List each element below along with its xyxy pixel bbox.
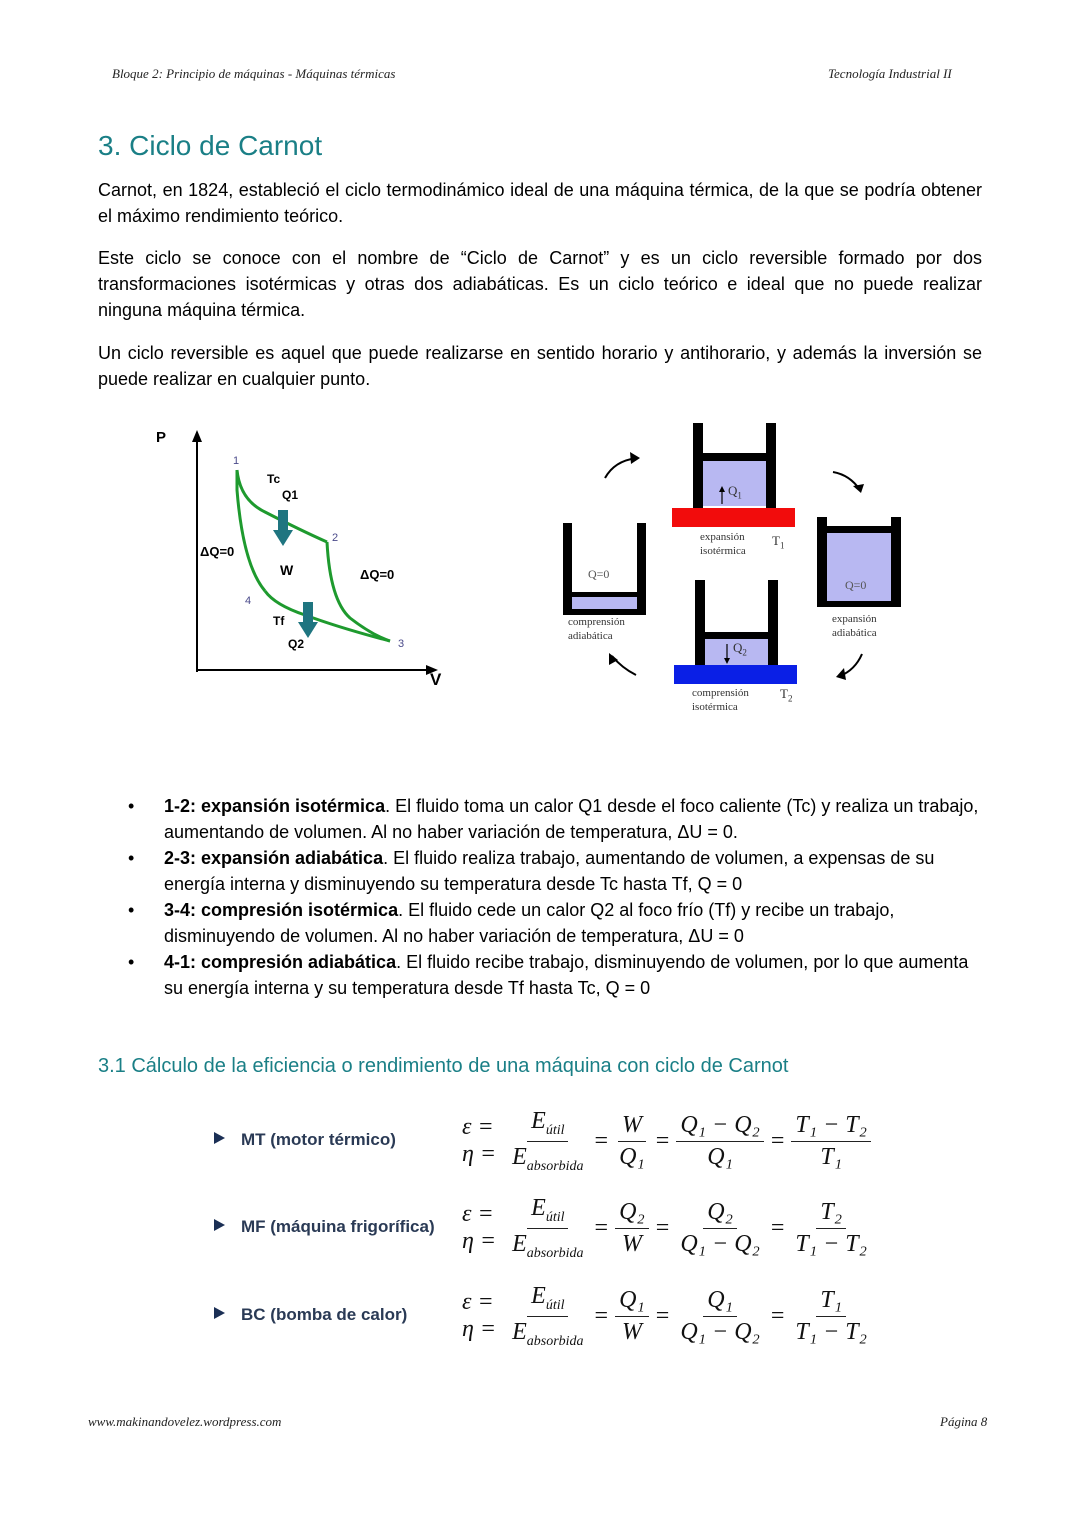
formula-label: MT (motor térmico) [214,1130,396,1150]
bottom-heat-label: $Q_2$ [733,640,747,658]
triangle-bullet-icon [214,1219,225,1231]
carnot-cycle-diagram [550,410,920,720]
list-item: • 3-4: compresión isotérmica. El fluido cede un calor Q2 al foco frío (Tf) y recibe un trabajo, disminuyendo de volumen. Al no haber variación de temperatura, ΔU = 0 [128,897,984,949]
point-4-label: 4 [245,595,252,607]
triangle-bullet-icon [214,1307,225,1319]
adiabatic-right-label: ΔQ=0 [360,567,395,582]
heat-out-label: Q2 [288,637,305,651]
formula-row-mf [214,1193,874,1263]
page-number: Página 8 [940,1414,988,1429]
right-stage-label: expansión adiabática [832,613,877,639]
adiabatic-left-label: ΔQ=0 [200,544,235,559]
list-item: • 4-1: compresión adiabática. El fluido recibe trabajo, disminuyendo de volumen, por lo que aumenta su energía interna y su temperatura desde Tf hasta Tc, Q = 0 [128,949,984,1001]
bottom-cylinder [674,580,797,684]
top-cylinder [672,423,795,527]
formula: ε = η = $\frac{E_{útil}}{E_{absorbida}}$ = $\frac{W}{\text{Q₁}}$ = $\frac{\text{Q₁ − Q₂}}{\text{Q₁}}$ = $\frac{\text{T₁ − T₂}}{\text{T₁}}$ [462,1106,874,1176]
header-left-text: Bloque 2: Principio de máquinas - Máquinas térmicas [112,66,396,81]
list-item: • 1-2: expansión isotérmica. El fluido toma un calor Q1 desde el foco caliente (Tc) y realiza un trabajo, aumentando de volumen. Al no haber variación de temperatura, ΔU = 0. [128,793,984,845]
heat-in-label: Q1 [282,488,299,502]
paragraph-2: Este ciclo se conoce con el nombre de “Ciclo de Carnot” y es un ciclo reversible formado por dos transformaciones isotérmicas y otras dos adiabáticas. Es un ciclo teórico e ideal que no puede realizar ninguna máquina térmica. [98,248,982,320]
pv-diagram [140,420,460,700]
paragraph-1: Carnot, en 1824, estableció el ciclo termodinámico ideal de una máquina térmica, de la que se podría obtener el máximo rendimiento teórico. [98,180,982,226]
paragraph-3: Un ciclo reversible es aquel que puede realizarse en sentido horario y antihorario, y además la inversión se puede realizar en cualquier punto. [98,343,982,389]
formula-row-bc [214,1281,874,1351]
work-label: W [280,562,294,578]
formula: ε = η = $\frac{E_{útil}}{E_{absorbida}}$ = $\frac{\text{Q₂}}{W}$ = $\frac{\text{Q₂}}{\text{Q₁ − Q₂}}$ = $\frac{\text{T₂}}{\text{T₁ − T₂}}$ [462,1194,867,1261]
triangle-bullet-icon [214,1132,225,1144]
pv-x-axis-label: V [430,670,442,689]
steps-list [128,793,984,1001]
cold-temp-label: Tf [273,614,285,628]
top-stage-label: expansión isotérmica [700,531,746,557]
top-temp-label: $T_1$ [772,533,785,551]
right-heat-label: Q=0 [845,578,867,592]
pv-y-axis-label: P [156,429,167,446]
list-item: • 2-3: expansión adiabática. El fluido realiza trabajo, aumentando de volumen, a expensas de su energía interna y disminuyendo su temperatura desde Tc hasta Tf, Q = 0 [128,845,984,897]
formula-label: BC (bomba de calor) [214,1305,407,1325]
cycle-graphic [550,410,920,720]
hot-temp-label: Tc [267,472,281,486]
point-3-label: 3 [398,638,405,650]
pv-diagram-graphic [140,420,460,700]
left-heat-label: Q=0 [588,567,610,581]
bottom-temp-label: $T_2$ [780,686,793,704]
formula-label: MF (máquina frigorífica) [214,1217,435,1237]
footer-url: www.makinandovelez.wordpress.com [88,1414,282,1429]
bullet-icon: • [128,952,135,972]
bullet-icon: • [128,848,135,868]
left-stage-label: comprensión adiabática [568,616,625,642]
formula: ε = η = $\frac{E_{útil}}{E_{absorbida}}$ = $\frac{\text{Q₁}}{W}$ = $\frac{\text{Q₁}}{\text{Q₁ − Q₂}}$ = $\frac{\text{T₁}}{\text{T₁ − T₂}}$ [462,1282,867,1349]
section-title: 3. Ciclo de Carnot [98,130,323,161]
bullet-icon: • [128,900,135,920]
point-1-label: 1 [233,455,240,467]
bottom-stage-label: comprensión isotérmica [692,687,749,713]
subsection-title: 3.1 Cálculo de la eficiencia o rendimiento de una máquina con ciclo de Carnot [98,1055,789,1077]
right-cylinder [817,517,901,607]
heat-in-arrow-icon [273,510,293,546]
top-heat-label: $Q_1$ [728,483,742,501]
header-right-text: Tecnología Industrial II [828,66,952,81]
bullet-icon: • [128,796,135,816]
formula-row-mt [214,1106,874,1176]
point-2-label: 2 [332,532,339,544]
